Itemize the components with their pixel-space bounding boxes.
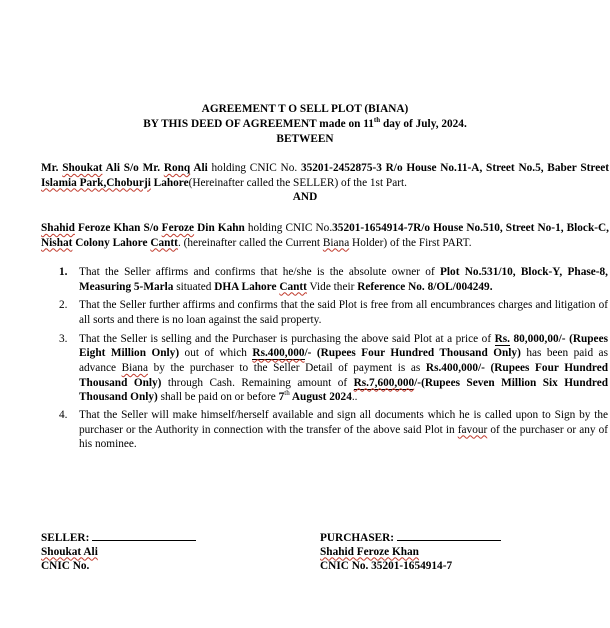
- seller-relation: Ali S/o Mr.: [102, 162, 164, 174]
- seller-locality: Islamia Park,Choburji: [41, 176, 151, 189]
- clause-1: [57, 265, 608, 294]
- due-date-day: 7: [278, 391, 285, 404]
- seller-cnic: CNIC No.: [41, 560, 90, 572]
- clause-text: shall be paid on or before: [157, 391, 279, 404]
- purchaser-name: Shahid Feroze Khan: [320, 545, 419, 558]
- clause-number: 3.: [59, 332, 68, 345]
- purchaser-signature-line: [397, 530, 501, 541]
- between-heading: BETWEEN: [276, 133, 334, 145]
- advance-amount-words: /- (Rupees Four Hundred Thousand Only): [304, 347, 521, 360]
- seller-label: SELLER:: [41, 532, 90, 544]
- purchaser-cnic-label: holding CNIC No.: [244, 222, 333, 234]
- favour-word: favour: [457, 423, 488, 436]
- clause-text: That the Seller is selling and the Purchaser is purchasing the above said Plot at a price of: [79, 332, 495, 345]
- purchaser-role-end: Holder) of the First PART.: [349, 236, 472, 249]
- plot-location: DHA Lahore: [214, 280, 280, 293]
- clause-text: through Cash. Remaining amount of: [161, 376, 354, 389]
- clause-number: 4.: [59, 409, 68, 422]
- clause-text: Vide their: [306, 280, 358, 293]
- seller-signature-block: [41, 530, 196, 574]
- seller-father-lastname: Ali: [190, 162, 208, 174]
- seller-signature-line: [92, 530, 196, 541]
- clause-text: has been paid as advance: [79, 347, 608, 375]
- plot-reference: Reference No. 8/OL/004249.: [357, 280, 493, 293]
- purchaser-firstname: Shahid: [41, 222, 75, 234]
- remaining-amount: Rs.7,600,000: [353, 376, 415, 389]
- purchaser-cnic: CNIC No. 35201-1654914-7: [320, 560, 453, 572]
- document-title: AGREEMENT T O SELL PLOT (BIANA): [201, 103, 409, 115]
- clause-3: [57, 332, 608, 405]
- seller-firstname: Shoukat: [62, 162, 103, 174]
- due-date-superscript: th: [284, 389, 290, 398]
- clause-number: 1.: [59, 266, 68, 278]
- seller-city: Lahore: [150, 176, 189, 189]
- clause-text: That the Seller will make himself/herself available and sign all documents which he is called upon to Sign by the purchaser or the Authority in connection with the transfer of the above said Plot in: [79, 409, 608, 436]
- seller-paragraph: [41, 161, 609, 190]
- clause-number: 2.: [59, 299, 68, 312]
- clause-text: ..: [351, 391, 358, 404]
- purchaser-label: PURCHASER:: [320, 532, 395, 544]
- purchaser-biana: Biana: [322, 236, 350, 249]
- purchaser-address: 35201-1654914-7R/o House No.510, Street No-1, Block-C,: [332, 222, 609, 234]
- clause-4: [57, 408, 608, 452]
- purchaser-city: Colony Lahore: [72, 236, 151, 249]
- biana-word: Biana: [121, 362, 148, 375]
- purchaser-name-rest: Feroze Khan S/o: [74, 222, 162, 234]
- purchaser-role-start: . (hereinafter called the Current: [177, 236, 323, 249]
- purchaser-locality: Nishat: [41, 236, 73, 249]
- seller-role: (Hereinafter called the SELLER) of the 1st Part.: [188, 176, 407, 189]
- remaining-amount-words: /-(Rupees Seven Million Six Hundred Thousand Only): [79, 376, 608, 404]
- purchaser-father-rest: Din Kahn: [194, 222, 245, 234]
- seller-name: Shoukat Ali: [41, 545, 98, 558]
- price-amount: 80,000,00/- (Rupees Eight Million Only): [79, 332, 608, 360]
- subtitle-superscript: th: [373, 116, 381, 125]
- clause-text: That the Seller affirms and confirms that he/she is the absolute owner of: [79, 266, 441, 278]
- plot-details: Plot No.531/10, Block-Y, Phase-8, Measuring 5-Marla: [79, 266, 608, 293]
- seller-prefix: Mr.: [41, 162, 63, 174]
- advance-amount: Rs.400,000: [252, 347, 305, 360]
- seller-father-firstname: Ronq: [163, 162, 191, 174]
- clause-text: by the purchaser to the Seller Detail of payment is as: [147, 362, 426, 375]
- payment-detail: Rs.400,000/- (Rupees Four Hundred Thousand Only): [79, 362, 608, 389]
- subtitle-text: BY THIS DEED OF AGREEMENT made on 11: [143, 118, 374, 130]
- price-rs: Rs.: [494, 332, 510, 345]
- purchaser-cantt: Cantt: [150, 236, 178, 249]
- seller-address: 35201-2452875-3 R/o House No.11-A, Street No.5, Baber Street: [300, 162, 609, 174]
- clause-text: That the Seller further affirms and confirms that the said Plot is free from all encumbrances charges and litigation of all sorts and there is no loan against the said property.: [79, 299, 608, 327]
- plot-location-cantt: Cantt: [279, 280, 307, 293]
- subtitle-text-end: day of July, 2024.: [380, 118, 467, 130]
- clause-text: of the purchaser or any of his nominee.: [79, 423, 608, 451]
- clause-text: situated: [173, 280, 215, 293]
- clause-2: [57, 298, 608, 327]
- clause-text: out of which: [179, 347, 253, 360]
- document-subtitle: [0, 117, 610, 132]
- purchaser-father-firstname: Feroze: [161, 222, 195, 234]
- clause-list: [57, 265, 608, 452]
- purchaser-paragraph: [41, 221, 609, 250]
- seller-cnic-label: holding CNIC No.: [207, 162, 301, 174]
- purchaser-signature-block: [320, 530, 501, 574]
- and-heading: AND: [292, 191, 318, 203]
- due-date-month-year: August 2024: [289, 391, 352, 404]
